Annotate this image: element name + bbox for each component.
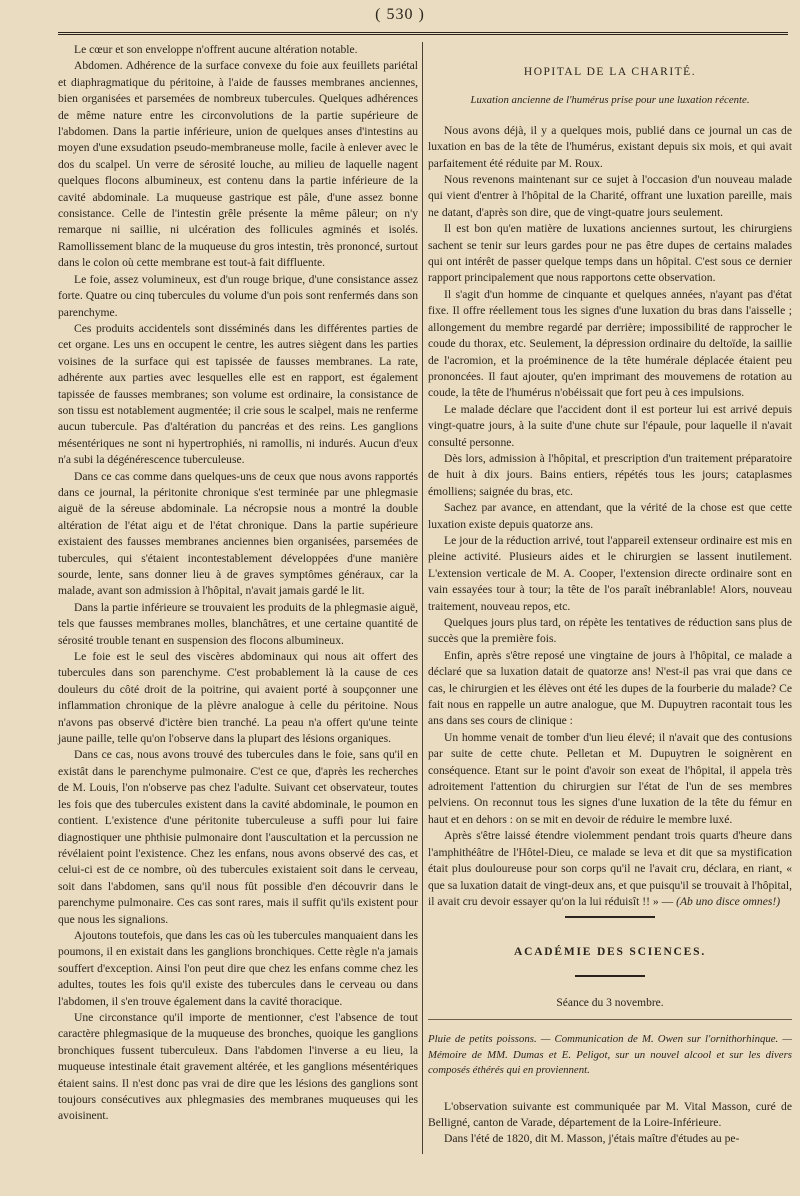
left-column (58, 42, 418, 1125)
right-column (428, 42, 792, 1148)
body-paragraph: Après s'être laissé étendre violemment pendant trois quarts d'heure dans l'amphithéâtre de l'Hôtel-Dieu, ce malade se leva et dit que sa mystification était plus douloureuse pour son corps qu'il ne l'avait cru, déclara, en riant, « que sa luxation datait de vingt-deux ans, et que puisqu'il se trouvait à l'hôpital, il avait cru devoir essayer qu'on la lui réduisît !! » — (Ab uno disce omnes!) (428, 829, 792, 908)
seance-date: Séance du 3 novembre. (556, 996, 664, 1009)
body-paragraph: Le malade déclare que l'accident dont il est porteur lui est arrivé depuis vingt-quatre jours, à la suite d'une chute sur l'épaule, pour laquelle il n'avait consulté personne. (428, 402, 792, 449)
academy-summary (428, 1032, 792, 1079)
body-paragraph: Le cœur et son enveloppe n'offrent aucune altération notable. (74, 43, 358, 56)
body-paragraph: Dès lors, admission à l'hôpital, et prescription d'un traitement préparatoire de huit à dix jours. Bains entiers, répétés tous les jours; cataplasmes émolliens; saignée du bras, etc. (428, 451, 792, 498)
body-paragraph: Ajoutons toutefois, que dans les cas où les tubercules manquaient dans les poumons, il en existait dans les ganglions bronchiques. Cette règle n'a jamais souffert d'exception. Ainsi l'on peut dire que chez les enfans comme chez les adultes, toutes les fois qu'il existe des tubercules dans le cerveau ou dans l'abdomen, il s'en trouve également dans la cavité thoracique. (58, 928, 418, 1008)
body-paragraph: Il s'agit d'un homme de cinquante et quelques années, n'ayant pas d'état fixe. Il offre réellement tous les signes d'une luxation du bras dans l'aisselle ; allongement du membre regardé par derrière; impossibilité de rapprocher le coude du thorax, etc. Seulement, la dépression ordinaire du deltoïde, la saillie de l'acromion, et la proéminence de la tête humérale déplacée étaient peu prononcées. Il faut ajouter, qu'en imprimant des mouvemens de rotation au coude, la tête de l'humérus n'obéissait que fort peu à ces impulsions. (428, 287, 792, 400)
academy-heading: ACADÉMIE DES SCIENCES. (513, 946, 706, 959)
hospital-article (428, 123, 792, 919)
body-paragraph: Il est bon qu'en matière de luxations anciennes surtout, les chirurgiens sachent se tenir sur leurs gardes pour ne pas être dupes de certains malades qui ont intérêt de passer quelque temps dans un hôpital. C'est sous ce dernier rapport principalement que nous rapportons cette observation. (428, 222, 792, 285)
body-paragraph: Une circonstance qu'il importe de mentionner, c'est l'absence de tout caractère phlegmasique de la muqueuse des bronches, quoique les ganglions bronchiques fussent tuberculeux. Dans l'abdomen l'inverse a eu lieu, la muqueuse intestinale était gravement altérée, et les ganglions mésentériques étaient sains. Il n'est donc pas vrai de dire que les lésions des ganglions sont toujours consécutives aux phlegmasies des membranes muqueuses qui les avoisinent. (58, 1010, 418, 1123)
body-paragraph: Dans ce cas comme dans quelques-uns de ceux que nous avons rapportés dans ce journal, la péritonite chronique s'est terminée par une phlegmasie aiguë de la séreuse abdominale. La nécropsie nous a montré la double altération de l'état aigu et de l'état chronique. Dans la partie supérieure existaient des fausses membranes anciennes bien organisées, parsemées de tubercules, qui s'étaient incontestablement développées d'une manière sourde, lente, sans donner lieu à de graves symptômes généraux, car la malade, avant son admission à l'hôpital, n'avait jamais gardé le lit. (58, 469, 418, 598)
body-paragraph: Enfin, après s'être reposé une vingtaine de jours à l'hôpital, ce malade a déclaré que sa luxation datait de quatorze ans! N'est-il pas vrai que dans ce cas, le chirurgien et les élèves ont été les dupes de la fourberie du malade? Ce fait nous en rappelle un autre analogue, que M. Dupuytren racontait tous les ans dans ses cours de clinique : (428, 648, 792, 728)
top-rule (58, 32, 788, 35)
hospital-heading: HOPITAL DE LA CHARITÉ. (523, 66, 697, 78)
page-number: ( 530 ) (375, 6, 425, 23)
body-paragraph: Sachez par avance, en attendant, que la vérité de la chose est que cette luxation existe depuis quatorze ans. (428, 501, 792, 531)
hospital-subtitle: Luxation ancienne de l'humérus prise pour une luxation récente. (470, 94, 750, 107)
summary-rule (428, 1019, 792, 1020)
body-paragraph: Ces produits accidentels sont disséminés dans les différentes parties de cet organe. Les uns en occupent le centre, les autres siègent dans les parties voisines de la surface qui est tapissée de fausses membranes. La rate, adhérente aux parties avec lesquelles elle est en rapport, est également tapissée de fausses membranes; son volume est ordinaire, la consistance de son tissu est notablement augmentée; il crie sous le scalpel, mais ne renferme aucun tubercule. Pas d'altération du pancréas et des reins. Les ganglions mésentériques ne sont ni hypertrophiés, ni ramollis, ni indurés. Aucun d'eux n'a subi la dégénérescence tuberculeuse. (58, 321, 418, 467)
section-rule (565, 916, 655, 918)
body-paragraph: Le foie, assez volumineux, est d'un rouge brique, d'une consistance assez forte. Quatre ou cinq tubercules du volume d'un pois sont renfermés dans son parenchyme. (58, 272, 418, 319)
academy-rule (575, 975, 645, 977)
column-divider (422, 42, 423, 1154)
body-paragraph: Nous revenons maintenant sur ce sujet à l'occasion d'un nouveau malade qui vient d'entrer à l'hôpital de la Charité, offrant une luxation pareille, mais ne datant, d'après son dire, que de vingt-quatre jours seulement. (428, 173, 792, 219)
signoff-quote: (Ab uno disce omnes!) (676, 894, 781, 908)
body-paragraph: Le jour de la réduction arrivé, tout l'appareil extenseur ordinaire est mis en pleine activité. Plusieurs aides et le chirurgien se lassent inutilement. L'extension verticale de M. A. Cooper, l'extension directe ordinaire sont en vain essayées tour à tour; la tête de l'os paraît inébranlable! Alors, nouveau traitement, nouveau repos, etc. (428, 533, 792, 613)
body-paragraph: Le foie est le seul des viscères abdominaux qui nous ait offert des tubercules dans son parenchyme. C'est probablement là la cause de ces douleurs du côté droit de la poitrine, qui avaient porté à soupçonner une inflammation chronique de la plèvre analogue à celle du péritoine. Nous n'avons pas observé d'ictère bien tranché. La peau n'a offert qu'une teinte jaune paille, telle qu'on l'observe dans la plupart des lésions organiques. (58, 650, 418, 746)
summary-text: Pluie de petits poissons. — Communication de M. Owen sur l'ornithorhinque. — Mémoire de MM. Dumas et E. Peligot, sur un nouvel alcool et sur les divers composés éthérés qui en proviennent. (428, 1033, 792, 1077)
body-paragraph: Un homme venait de tomber d'un lieu élevé; il n'avait que des contusions par suite de cette chute. Pelletan et M. Dupuytren le soignèrent en conséquence. Etant sur le point d'avoir son exeat de l'hôpital, il appela très adroitement l'attention du chirurgien sur l'état de l'un de ses membres pelviens. On reconnut tous les signes d'une luxation de la tête du fémur en haut et en dehors : on se mit en devoir de réduire le membre luxé. (428, 730, 792, 826)
body-paragraph: Dans la partie inférieure se trouvaient les produits de la phlegmasie aiguë, tels que fausses membranes molles, blanchâtres, et une certaine quantité de sérosité trouble tenant en suspension des flocons albumineux. (58, 600, 418, 647)
body-paragraph: Dans l'été de 1820, dit M. Masson, j'étais maître d'études au pe- (444, 1132, 740, 1146)
body-paragraph: Abdomen. Adhérence de la surface convexe du foie aux feuillets pariétal et diaphragmatique du péritoine, à l'aide de fausses membranes anciennes, bien organisées et parsemées de nombreux tubercules. Quelques adhérences de même nature entre les circonvolutions de la partie supérieure de l'abdomen. Dans la partie inférieure, union de quelques anses d'intestins au moyen d'une exsudation pseudo-membraneuse molle, facile à enlever avec le dos du scalpel. Un verre de sérosité louche, au milieu de laquelle nagent quelques flocons albumineux, est contenu dans la partie inférieure de la cavité abdominale. La muqueuse gastrique est pâle, d'une assez bonne consistance. Celle de l'intestin grêle présente la même pâleur; on n'y remarque ni saillie, ni ulcération des follicules agminés et isolés. Ramollissement blanc de la muqueuse du gros intestin, très prononcé, surtout dans le colon où cette membrane est tout-à fait diffluente. (58, 59, 418, 270)
body-paragraph: Nous avons déjà, il y a quelques mois, publié dans ce journal un cas de luxation en bas de la tête de l'humérus, existant depuis six mois, et qui avait parfaitement été réduite par M. Roux. (428, 123, 792, 170)
academy-article (428, 1099, 792, 1148)
body-paragraph: L'observation suivante est communiquée par M. Vital Masson, curé de Belligné, canton de Varade, département de la Loire-Inférieure. (428, 1099, 792, 1130)
body-paragraph: Dans ce cas, nous avons trouvé des tubercules dans le foie, sans qu'il en existât dans le parenchyme pulmonaire. C'est ce que, d'après les recherches de M. Louis, l'on n'observe pas chez l'adulte. Suivant cet observateur, toutes les fois que des tubercules existent dans la cavité abdominale, le poumon en contient. L'existence d'une péritonite tuberculeuse a suffi pour lui faire diagnostiquer une phthisie pulmonaire dont l'auscultation et la percussion ne révélaient point l'existence. Chez les enfans, nous avons observé des cas, et celui-ci est de ce nombre, où des tubercules existaient soit dans le cerveau, soit dans l'abdomen, sans qu'il nous fût possible d'en découvrir dans le parenchyme pulmonaire. Ces cas sont rares, mais il suffit qu'ils existent pour que nous les signalions. (58, 748, 418, 926)
body-paragraph: Quelques jours plus tard, on répète les tentatives de réduction sans plus de succès que la première fois. (428, 616, 792, 646)
